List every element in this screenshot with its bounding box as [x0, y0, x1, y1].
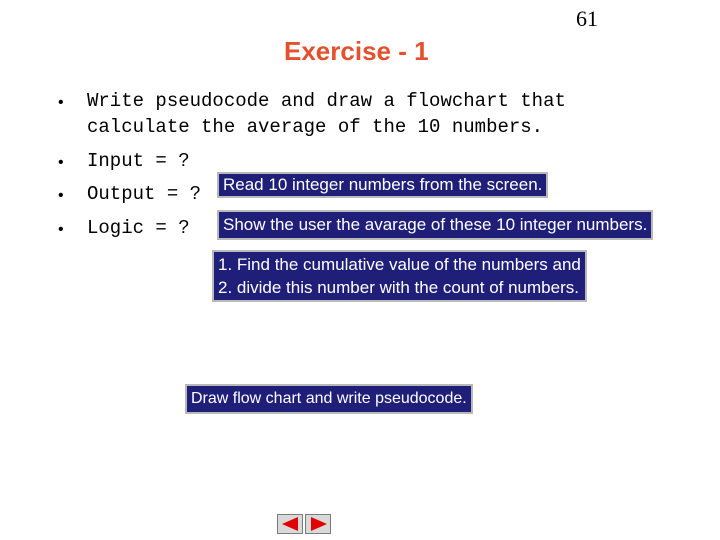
bullet-output: Output = ?	[87, 183, 202, 205]
logic-callout	[212, 250, 587, 302]
logic-callout-line-1: 1. Find the cumulative value of the numbers and	[218, 255, 581, 274]
slide-number: 61	[576, 6, 598, 31]
logic-callout-line-2: 2. divide this number with the count of numbers.	[218, 278, 579, 297]
bullet-symbol: •	[58, 221, 64, 238]
next-slide-button[interactable]	[305, 514, 331, 534]
task-callout: Draw flow chart and write pseudocode.	[185, 384, 473, 414]
previous-slide-button[interactable]	[277, 514, 303, 534]
slide-title: Exercise - 1	[284, 36, 429, 66]
input-callout: Read 10 integer numbers from the screen.	[217, 172, 548, 198]
bullet-task-line-2: calculate the average of the 10 numbers.	[87, 116, 544, 138]
bullet-symbol: •	[58, 94, 64, 111]
bullet-symbol: •	[58, 187, 64, 204]
red-left-triangle-icon	[282, 517, 298, 531]
output-callout: Show the user the avarage of these 10 integer numbers.	[217, 210, 653, 240]
red-right-triangle-icon	[311, 517, 327, 531]
bullet-logic: Logic = ?	[87, 217, 190, 239]
bullet-input: Input = ?	[87, 150, 190, 172]
bullet-symbol: •	[58, 154, 64, 171]
bullet-task-line-1: Write pseudocode and draw a flowchart that	[87, 90, 566, 112]
